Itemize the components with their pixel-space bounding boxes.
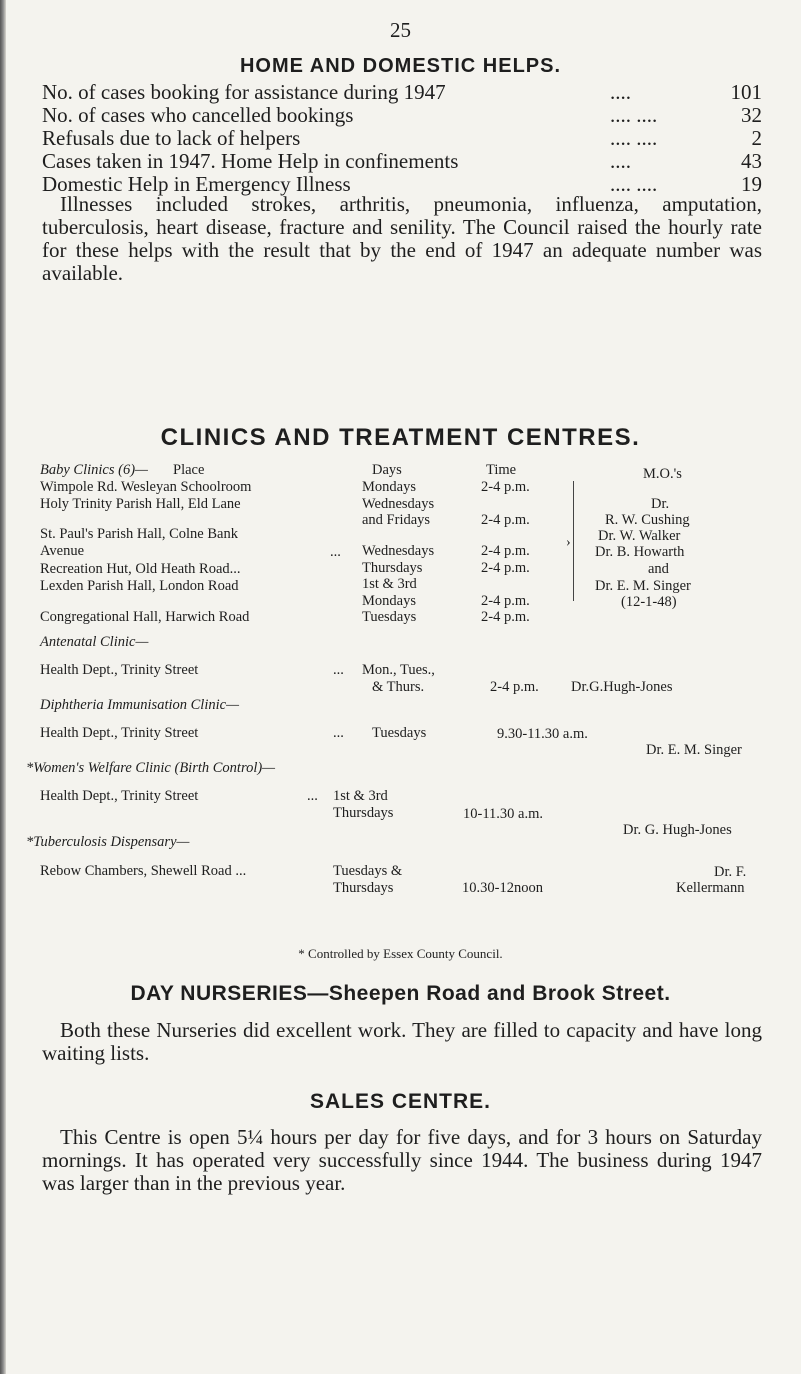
clinic-days: Wednesdays [362,496,435,512]
leader-dots: ... [333,725,344,741]
clinics-heading: CLINICS AND TREATMENT CENTRES. [160,424,641,451]
clinic-days: Thursdays [333,880,394,896]
page-binding-edge [0,0,6,1374]
stat-label: No. of cases who cancelled bookings [42,103,354,127]
womens-welfare-title: *Women's Welfare Clinic (Birth Control)— [26,760,276,776]
clinic-days: 1st & 3rd [333,788,388,804]
clinic-days: and Fridays [362,512,431,528]
clinic-time: 9.30-11.30 a.m. [497,726,588,742]
clinic-mo: Dr. E. M. Singer [646,742,742,758]
clinic-days: 1st & 3rd [362,576,417,592]
clinic-days: Wednesdays [362,543,435,559]
clinic-place: Holy Trinity Parish Hall, Eld Lane [40,496,241,512]
day-nurseries-heading: DAY NURSERIES—Sheepen Road and Brook Street. [130,982,671,1005]
clinic-place: Health Dept., Trinity Street [40,725,199,741]
stat-label: Refusals due to lack of helpers [42,126,301,150]
stat-dots: .... .... [610,172,658,196]
tuberculosis-title: *Tuberculosis Dispensary— [26,834,190,850]
stat-row [42,103,762,126]
clinic-mo: (12-1-48) [621,594,677,610]
stat-value: 2 [751,126,762,150]
leader-dots: ... [307,788,318,804]
stat-value: 101 [730,80,762,104]
clinic-place: Wimpole Rd. Wesleyan Schoolroom [40,479,252,495]
clinic-time: 2-4 p.m. [481,512,530,528]
clinic-time: 2-4 p.m. [481,609,530,625]
bracket-point: › [566,535,571,550]
baby-clinics-title: Baby Clinics (6)— [40,462,148,478]
clinic-mo: Dr. W. Walker [598,528,681,544]
col-time-header: Time [486,462,517,478]
clinic-time: 10.30-12noon [462,880,543,896]
clinic-time: 2-4 p.m. [481,543,530,559]
clinic-time: 2-4 p.m. [481,593,530,609]
clinic-mo: R. W. Cushing [605,512,690,528]
clinic-mo: Dr. E. M. Singer [595,578,691,594]
clinic-time: 10-11.30 a.m. [463,806,544,822]
stat-label: Cases taken in 1947. Home Help in confinements [42,149,459,173]
clinic-place: Recreation Hut, Old Heath Road... [40,561,241,577]
stat-dots: .... [610,149,631,173]
clinic-place: Avenue [40,543,85,559]
clinic-mo: Dr. G. Hugh-Jones [623,822,732,838]
clinic-mo: and [648,561,669,577]
stat-row [42,80,762,103]
clinic-days: Tuesdays & [333,863,403,879]
clinic-time: 2-4 p.m. [481,560,530,576]
clinic-mo: Dr. [651,496,670,512]
stat-label: Domestic Help in Emergency Illness [42,172,351,196]
stat-value: 32 [741,103,762,127]
clinic-days: Mon., Tues., [362,662,435,678]
sales-centre-heading: SALES CENTRE. [309,1090,492,1113]
stat-dots: .... .... [610,126,658,150]
clinic-days: Thursdays [362,560,423,576]
clinic-days: & Thurs. [372,679,425,695]
clinic-days: Tuesdays [372,725,427,741]
day-nurseries-paragraph: Both these Nurseries did excellent work. They are filled to capacity and have long waiting lists. [42,1018,762,1065]
leader-dots: ... [333,662,344,678]
clinic-days: Thursdays [333,805,394,821]
leader-dots: ... [330,544,341,560]
clinic-time: 2-4 p.m. [490,679,539,695]
clinic-place: St. Paul's Parish Hall, Colne Bank [40,526,238,542]
clinic-days: Mondays [362,593,416,609]
clinic-days: Tuesdays [362,609,417,625]
stat-value: 43 [741,149,762,173]
clinic-time: 2-4 p.m. [481,479,530,495]
stat-dots: .... [610,80,631,104]
antenatal-title: Antenatal Clinic— [40,634,149,650]
stat-dots: .... .... [610,103,658,127]
home-help-heading: HOME AND DOMESTIC HELPS. [239,55,562,77]
stat-label: No. of cases booking for assistance during 1947 [42,80,446,104]
clinic-place: Congregational Hall, Harwich Road [40,609,250,625]
mo-bracket [573,481,588,601]
clinic-place: Health Dept., Trinity Street [40,788,199,804]
col-days-header: Days [372,462,402,478]
footnote: * Controlled by Essex County Council. [298,946,503,961]
clinic-place: Health Dept., Trinity Street [40,662,199,678]
stat-row [42,149,762,172]
diphtheria-title: Diphtheria Immunisation Clinic— [40,697,239,713]
clinic-days: Mondays [362,479,416,495]
clinic-mo: Dr. B. Howarth [595,544,685,560]
sales-centre-paragraph: This Centre is open 5¼ hours per day for five days, and for 3 hours on Saturday mornings. It has operated very successfully since 1944. The business during 1947 was larger than in the previous year. [42,1125,762,1195]
clinic-place: Rebow Chambers, Shewell Road ... [40,863,247,879]
clinic-place: Lexden Parish Hall, London Road [40,578,239,594]
clinic-mo: Dr. F. [714,864,747,880]
home-help-stats [42,80,762,195]
page-number: 25 [390,18,411,42]
stat-value: 19 [741,172,762,196]
col-place-header: Place [173,462,205,478]
home-help-paragraph: Illnesses included strokes, arthritis, pneumonia, influenza, amputation, tuberculosis, heart disease, fracture and senility. The Council raised the hourly rate for these helps with the result that by the end of 1947 an adequate number was available. [42,192,762,285]
col-mo-header: M.O.'s [643,466,682,482]
clinic-mo: Dr.G.Hugh-Jones [571,679,673,695]
stat-row [42,126,762,149]
clinic-mo: Kellermann [676,880,745,896]
